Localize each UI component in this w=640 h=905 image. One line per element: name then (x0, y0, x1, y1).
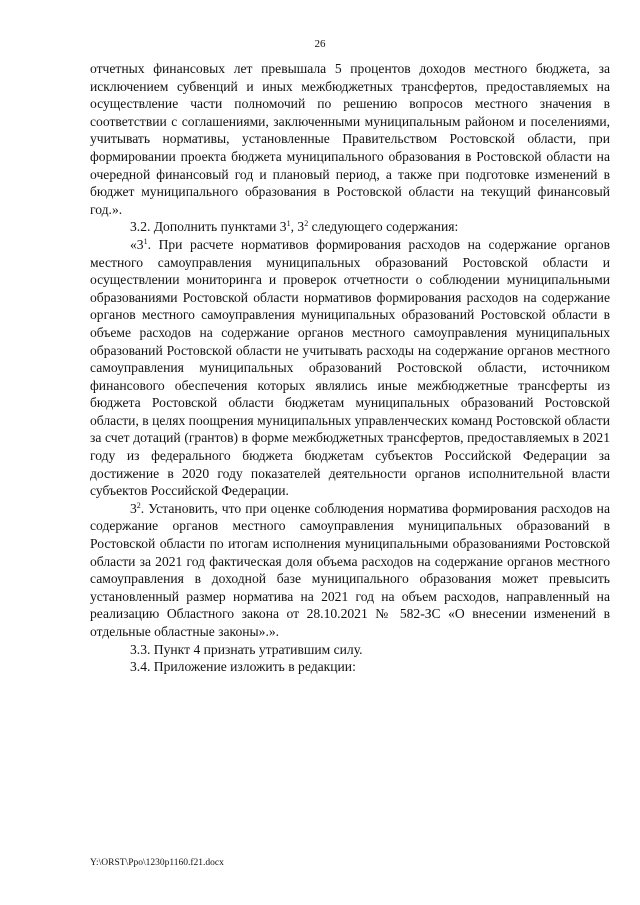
footer-file-path: Y:\ORST\Ppo\1230p1160.f21.docx (90, 858, 224, 868)
paragraph-continuation: отчетных финансовых лет превышала 5 процентов доходов местного бюджета, за исключением субвенций и иных межбюджетных трансфертов, предоставляемых на осуществление части полномочий по решению вопросов местного значения в соответствии с соглашениями, заключенными муниципальным районом и поселениями, учитывать нормативы, установленные Правительством Ростовской области, при формировании проекта бюджета муниципального образования в Ростовской области на очередной финансовый год и плановый период, а также при подготовке изменений в бюджет муниципального образования в Ростовской области на текущий финансовый год.». (90, 61, 610, 217)
paragraph-3-1: «$3^1$. При расчете нормативов формирования расходов на содержание органов местного самоуправления муниципальных образований Ростовской области и осуществлении мониторинга и проверок отчетности о соблюдении муниципальными образованиями Ростовской области нормативов формирования расходов на содержание органов местного самоуправления муниципальных образований Ростовской области в объеме расходов на содержание органов местного самоуправления муниципальных образований Ростовской области не учитывать расходы на содержание органов местного самоуправления муниципальных образований Ростовской области, источником финансового обеспечения которых являлись иные межбюджетные трансферты из бюджета Ростовской области бюджетам муниципальных образований Ростовской области, в целях поощрения муниципальных управленческих команд Ростовской области за счет дотаций (грантов) в форме межбюджетных трансфертов, предоставляемых в 2021 году из федерального бюджета бюджетам субъектов Российской Федерации за достижение в 2020 году показателей деятельности органов исполнительной власти субъектов Российской Федерации. (90, 236, 610, 499)
paragraph-3-3: 3.3. Пункт 4 признать утратившим силу. (130, 641, 363, 657)
page-number: 26 (314, 38, 326, 50)
document-body (90, 60, 610, 676)
paragraph-3-4: 3.4. Приложение изложить в редакции: (130, 659, 356, 675)
paragraph-3-2: 3.2. Дополнить пунктами $3^1$, $3^2$ следующего содержания: (130, 219, 459, 235)
paragraph-3-2-establish: $3^2$. Установить, что при оценке соблюдения норматива формирования расходов на содержание органов местного самоуправления муниципальных образований в Ростовской области по итогам исполнения муниципальными образованиями Ростовской области за 2021 год фактическая доля объема расходов на содержание органов местного самоуправления в доходной базе муниципального образования может превысить установленный размер норматива на 2021 год на объем расходов, направленный на реализацию Областного закона от 28.10.2021 № 582-ЗС «О внесении изменений в отдельные областные законы».». (90, 500, 610, 639)
